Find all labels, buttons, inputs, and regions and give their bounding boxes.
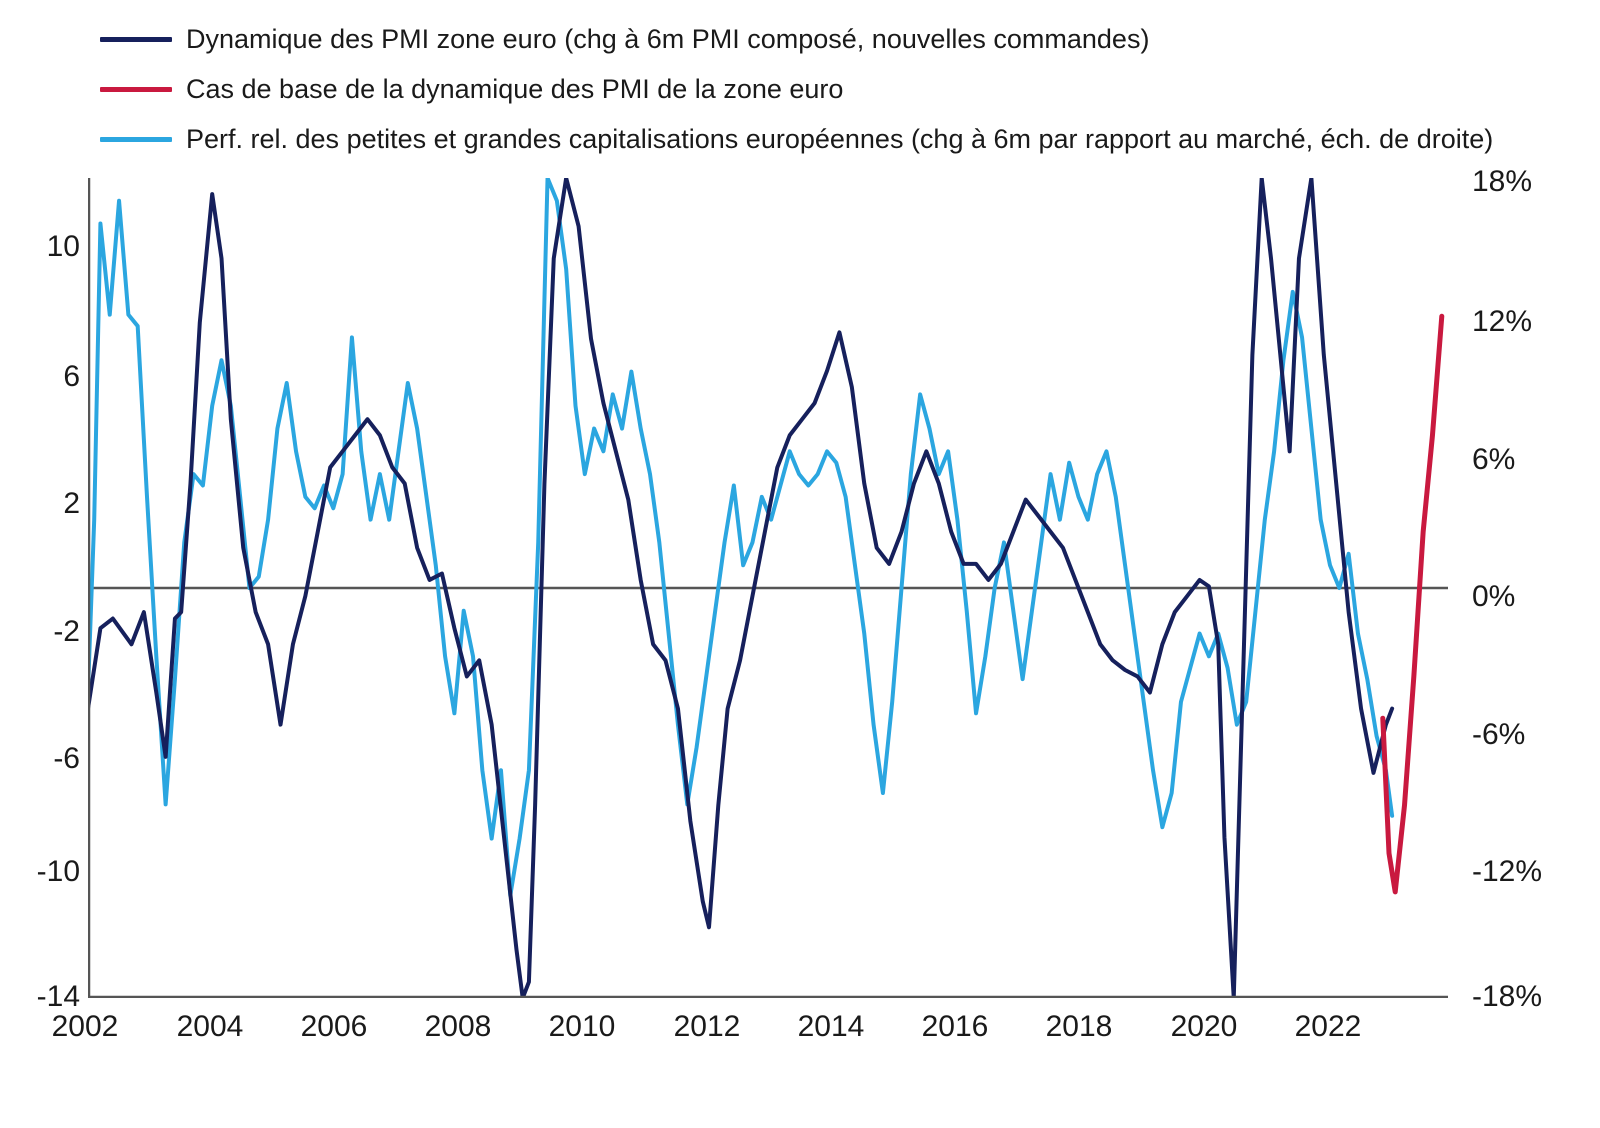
y-right-tick-12: 12% (1472, 305, 1533, 338)
x-tick-2012: 2012 (673, 1010, 741, 1043)
x-tick-2002: 2002 (51, 1010, 119, 1043)
legend-item-pmi-momentum (100, 14, 1520, 64)
y-left-tick--10: -10 (36, 855, 80, 888)
x-tick-2016: 2016 (921, 1010, 989, 1043)
chart-legend (100, 14, 1520, 164)
legend-swatch-pmi-momentum (100, 37, 172, 42)
y-left-tick-2: 2 (63, 487, 80, 520)
y-right-tick--18: -18% (1472, 980, 1543, 1013)
legend-swatch-small-vs-large (100, 137, 172, 142)
y-left-tick--6: -6 (53, 742, 80, 775)
plot-svg (88, 178, 1448, 998)
legend-label-pmi-base-case: Cas de base de la dynamique des PMI de la zone euro (186, 74, 844, 104)
legend-label-small-vs-large: Perf. rel. des petites et grandes capitalisations européennes (chg à 6m par rapport au marché, éch. de droite) (186, 124, 1494, 154)
legend-item-small-vs-large (100, 114, 1520, 164)
legend-swatch-pmi-base-case (100, 87, 172, 92)
x-tick-2020: 2020 (1170, 1010, 1238, 1043)
y-right-tick--6: -6% (1472, 718, 1526, 751)
x-tick-2004: 2004 (176, 1010, 244, 1043)
x-tick-2006: 2006 (300, 1010, 368, 1043)
y-left-tick-6: 6 (63, 360, 80, 393)
legend-item-pmi-base-case (100, 64, 1520, 114)
x-tick-2018: 2018 (1045, 1010, 1113, 1043)
y-left-tick--14: -14 (36, 980, 80, 1013)
x-tick-2014: 2014 (797, 1010, 865, 1043)
y-right-tick-18: 18% (1472, 165, 1533, 198)
x-tick-2022: 2022 (1294, 1010, 1362, 1043)
legend-label-pmi-momentum: Dynamique des PMI zone euro (chg à 6m PMI composé, nouvelles commandes) (186, 24, 1150, 54)
x-tick-2008: 2008 (424, 1010, 492, 1043)
y-left-tick-10: 10 (46, 230, 80, 263)
x-tick-2010: 2010 (548, 1010, 616, 1043)
series-line-2 (88, 178, 1392, 896)
y-right-tick-0: 0% (1472, 580, 1516, 613)
y-right-tick-6: 6% (1472, 443, 1516, 476)
plot-area (88, 178, 1448, 998)
y-left-tick--2: -2 (53, 615, 80, 648)
y-right-tick--12: -12% (1472, 855, 1543, 888)
